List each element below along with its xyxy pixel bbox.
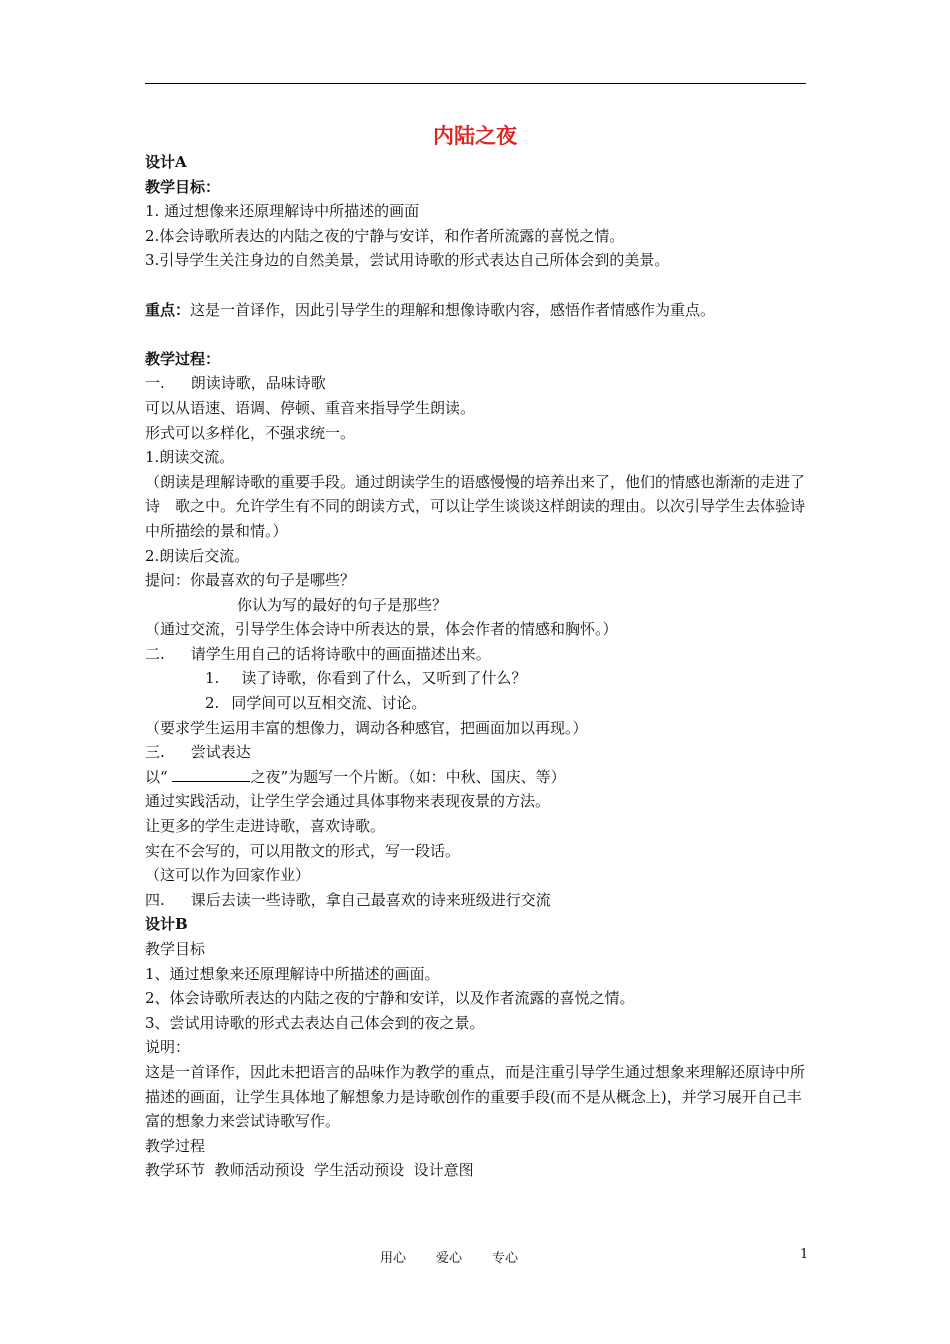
key-text: 这是一首译作，因此引导学生的理解和想像诗歌内容，感悟作者情感作为重点。 xyxy=(190,300,716,319)
key-point xyxy=(145,298,809,323)
design-b-process: 教学过程 xyxy=(145,1136,206,1155)
footer-motto xyxy=(380,1247,548,1266)
design-b-heading: 设计B xyxy=(145,915,188,934)
footer-word-1: 用心 xyxy=(380,1251,407,1266)
fill-blank xyxy=(172,767,250,782)
design-b-goal-2: 2、体会诗歌所表达的内陆之夜的宁静和安详，以及作者流露的喜悦之情。 xyxy=(145,989,635,1008)
design-a-heading: 设计A xyxy=(145,153,187,171)
section-2-title: 请学生用自己的话将诗歌中的画面描述出来。 xyxy=(190,644,491,663)
footer-word-2: 爱心 xyxy=(436,1251,463,1266)
item-2-text: 同学间可以互相交流、讨论。 xyxy=(231,694,427,713)
section-2-item-1 xyxy=(145,666,809,691)
section-3-line-3: 让更多的学生走进诗歌，喜欢诗歌。 xyxy=(145,817,386,836)
section-2-item-2 xyxy=(145,691,809,716)
section-4-title: 课后去读一些诗歌，拿自己最喜欢的诗来班级进行交流 xyxy=(190,890,551,909)
section-1-heading xyxy=(145,371,809,396)
section-1-line-1: 可以从语速、语调、停顿、重音来指导学生朗读。 xyxy=(145,398,476,417)
section-1-line-3: 1.朗读交流。 xyxy=(145,448,235,467)
header-rule xyxy=(145,83,806,84)
section-4-heading xyxy=(145,888,809,913)
goal-2: 2.体会诗歌所表达的内陆之夜的宁静与安详，和作者所流露的喜悦之情。 xyxy=(145,226,625,245)
item-2-number: 2. xyxy=(205,694,220,713)
design-b-goal-1: 1、通过想象来还原理解诗中所描述的画面。 xyxy=(145,964,440,983)
section-3-line-5: （这可以作为回家作业） xyxy=(145,866,311,885)
prompt-end: 之夜”为题写一个片断。（如：中秋、国庆、等） xyxy=(250,767,566,786)
section-1-line-4: 2.朗读后交流。 xyxy=(145,546,250,565)
design-b-note-label: 说明： xyxy=(145,1038,191,1057)
key-label: 重点： xyxy=(145,300,191,319)
design-b-goal-3: 3、尝试用诗歌的形式去表达自己体会到的夜之景。 xyxy=(145,1013,485,1032)
section-4-number: 四. xyxy=(145,890,165,909)
question-2: 你认为写的最好的句子是那些？ xyxy=(237,595,448,614)
goal-3: 3.引导学生关注身边的自然美景，尝试用诗歌的形式表达自己所体会到的美景。 xyxy=(145,251,670,270)
question-1: 提问：你最喜欢的句子是哪些？ xyxy=(145,571,356,590)
section-3-title: 尝试表达 xyxy=(190,743,251,762)
footer-word-3: 专心 xyxy=(492,1251,519,1266)
page-number: 1 xyxy=(800,1247,809,1262)
section-3-heading xyxy=(145,740,809,765)
design-b-goals: 教学目标 xyxy=(145,940,206,958)
goal-1: 1. 通过想像来还原理解诗中所描述的画面 xyxy=(145,202,420,221)
section-2-heading xyxy=(145,642,809,667)
prompt-start: 以“ xyxy=(145,767,168,786)
section-3-line-4: 实在不会写的，可以用散文的形式，写一段话。 xyxy=(145,841,461,860)
section-2-line-1: （要求学生运用丰富的想像力，调动各种感官，把画面加以再现。） xyxy=(145,718,588,737)
design-b-paragraph: 这是一首译作，因此未把语言的品味作为教学的重点，而是注重引导学生通过想象来理解还原诗中所描述的画面，让学生具体地了解想象力是诗歌创作的重要手段(而不是从概念上)，并学习展开自己丰富的想象力来尝试诗歌写作。 xyxy=(145,1062,806,1131)
document-body xyxy=(145,150,809,1183)
section-2-number: 二. xyxy=(145,644,165,663)
process-heading: 教学过程： xyxy=(145,349,221,368)
section-1-line-5: （通过交流，引导学生体会诗中所表达的景，体会作者的情感和胸怀。） xyxy=(145,620,618,639)
item-1-number: 1. xyxy=(205,669,220,688)
section-1-title: 朗读诗歌，品味诗歌 xyxy=(190,374,326,393)
item-1-text: 读了诗歌，你看到了什么，又听到了什么？ xyxy=(241,669,527,688)
section-1-number: 一. xyxy=(145,374,165,393)
design-b-table-header: 教学环节 教师活动预设 学生活动预设 设计意图 xyxy=(145,1161,474,1180)
section-1-paragraph: （朗读是理解诗歌的重要手段。通过朗读学生的语感慢慢的培养出来了，他们的情感也渐渐的走进了诗 歌之中。允许学生有不同的朗读方式，可以让学生谈谈这样朗读的理由。以次引导学生去体验诗中所描绘的景和情。） xyxy=(145,472,806,540)
section-1-line-2: 形式可以多样化，不强求统一。 xyxy=(145,423,356,442)
page-title: 内陆之夜 xyxy=(433,123,517,148)
section-3-line-2: 通过实践活动，让学生学会通过具体事物来表现夜景的方法。 xyxy=(145,792,551,811)
section-3-line-1 xyxy=(145,765,809,790)
goals-heading: 教学目标： xyxy=(145,177,221,196)
section-3-number: 三. xyxy=(145,743,165,762)
